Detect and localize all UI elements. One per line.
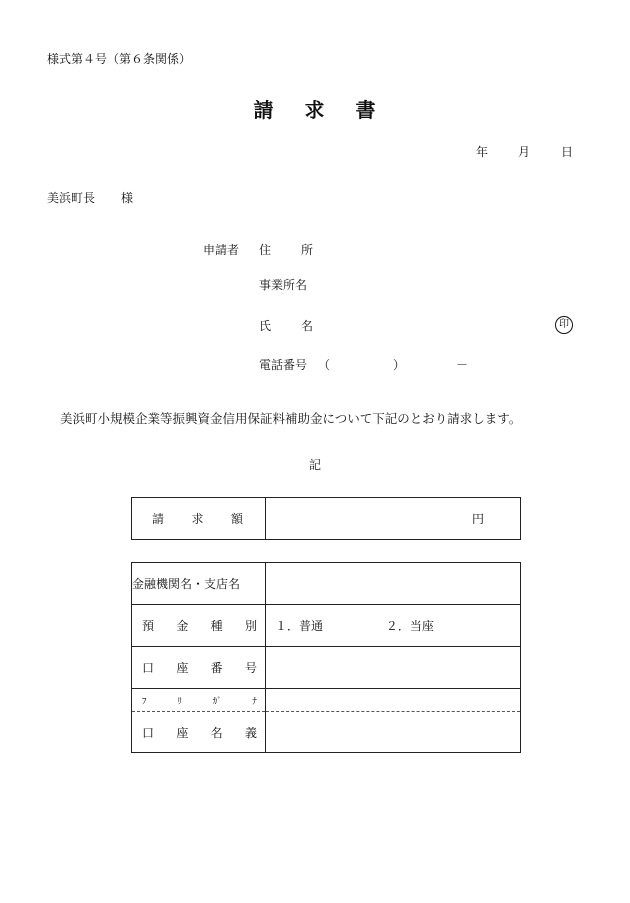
deposit-type-label: 預 金 種 別 — [132, 605, 266, 647]
title-char: 請 — [253, 98, 275, 122]
bank-name-label: 金融機関名・支店名 — [132, 563, 266, 605]
phone-close-paren: ） — [393, 358, 406, 372]
addressee — [47, 189, 133, 206]
account-holder-label: 口 座 名 義 — [132, 712, 266, 753]
phone-open-paren: （ — [318, 358, 331, 372]
seal-mark: 印 — [555, 316, 573, 334]
addressee-honorific: 様 — [121, 191, 134, 205]
phone-dash: － — [456, 358, 469, 372]
request-statement: 美浜町小規模企業等振興資金信用保証料補助金について下記のとおり請求します。 — [60, 411, 522, 426]
deposit-option-current[interactable]: ２．当座 — [385, 619, 434, 633]
ki-heading: 記 — [308, 458, 321, 472]
amount-label: 請 求 額 — [132, 498, 266, 540]
bank-table — [131, 562, 521, 753]
bank-name-field[interactable] — [266, 563, 521, 605]
addressee-name: 美浜町長 — [47, 191, 96, 205]
form-number: 様式第４号（第６条関係） — [47, 52, 192, 66]
deposit-option-ordinary[interactable]: １．普通 — [275, 619, 324, 633]
date-month: 月 — [518, 145, 531, 159]
date-year: 年 — [476, 145, 489, 159]
account-number-field[interactable] — [266, 647, 521, 689]
furigana-label: ﾌ ﾘ ｶﾞ ﾅ — [132, 689, 266, 712]
document-title — [0, 94, 630, 123]
business-name-label: 事業所名 — [259, 278, 308, 292]
yen-unit: 円 — [471, 512, 484, 526]
deposit-type-field[interactable] — [266, 605, 521, 647]
phone-label: 電話番号 — [259, 358, 308, 372]
account-number-label: 口 座 番 号 — [132, 647, 266, 689]
title-char: 書 — [355, 98, 377, 122]
amount-field[interactable] — [266, 498, 521, 540]
address-label: 住 所 — [259, 243, 314, 257]
title-char: 求 — [304, 98, 326, 122]
furigana-field[interactable] — [266, 689, 521, 712]
date-day: 日 — [561, 145, 574, 159]
amount-table — [131, 497, 521, 540]
account-holder-field[interactable] — [266, 712, 521, 753]
name-label: 氏 名 — [259, 319, 314, 333]
applicant-label: 申請者 — [203, 243, 240, 257]
